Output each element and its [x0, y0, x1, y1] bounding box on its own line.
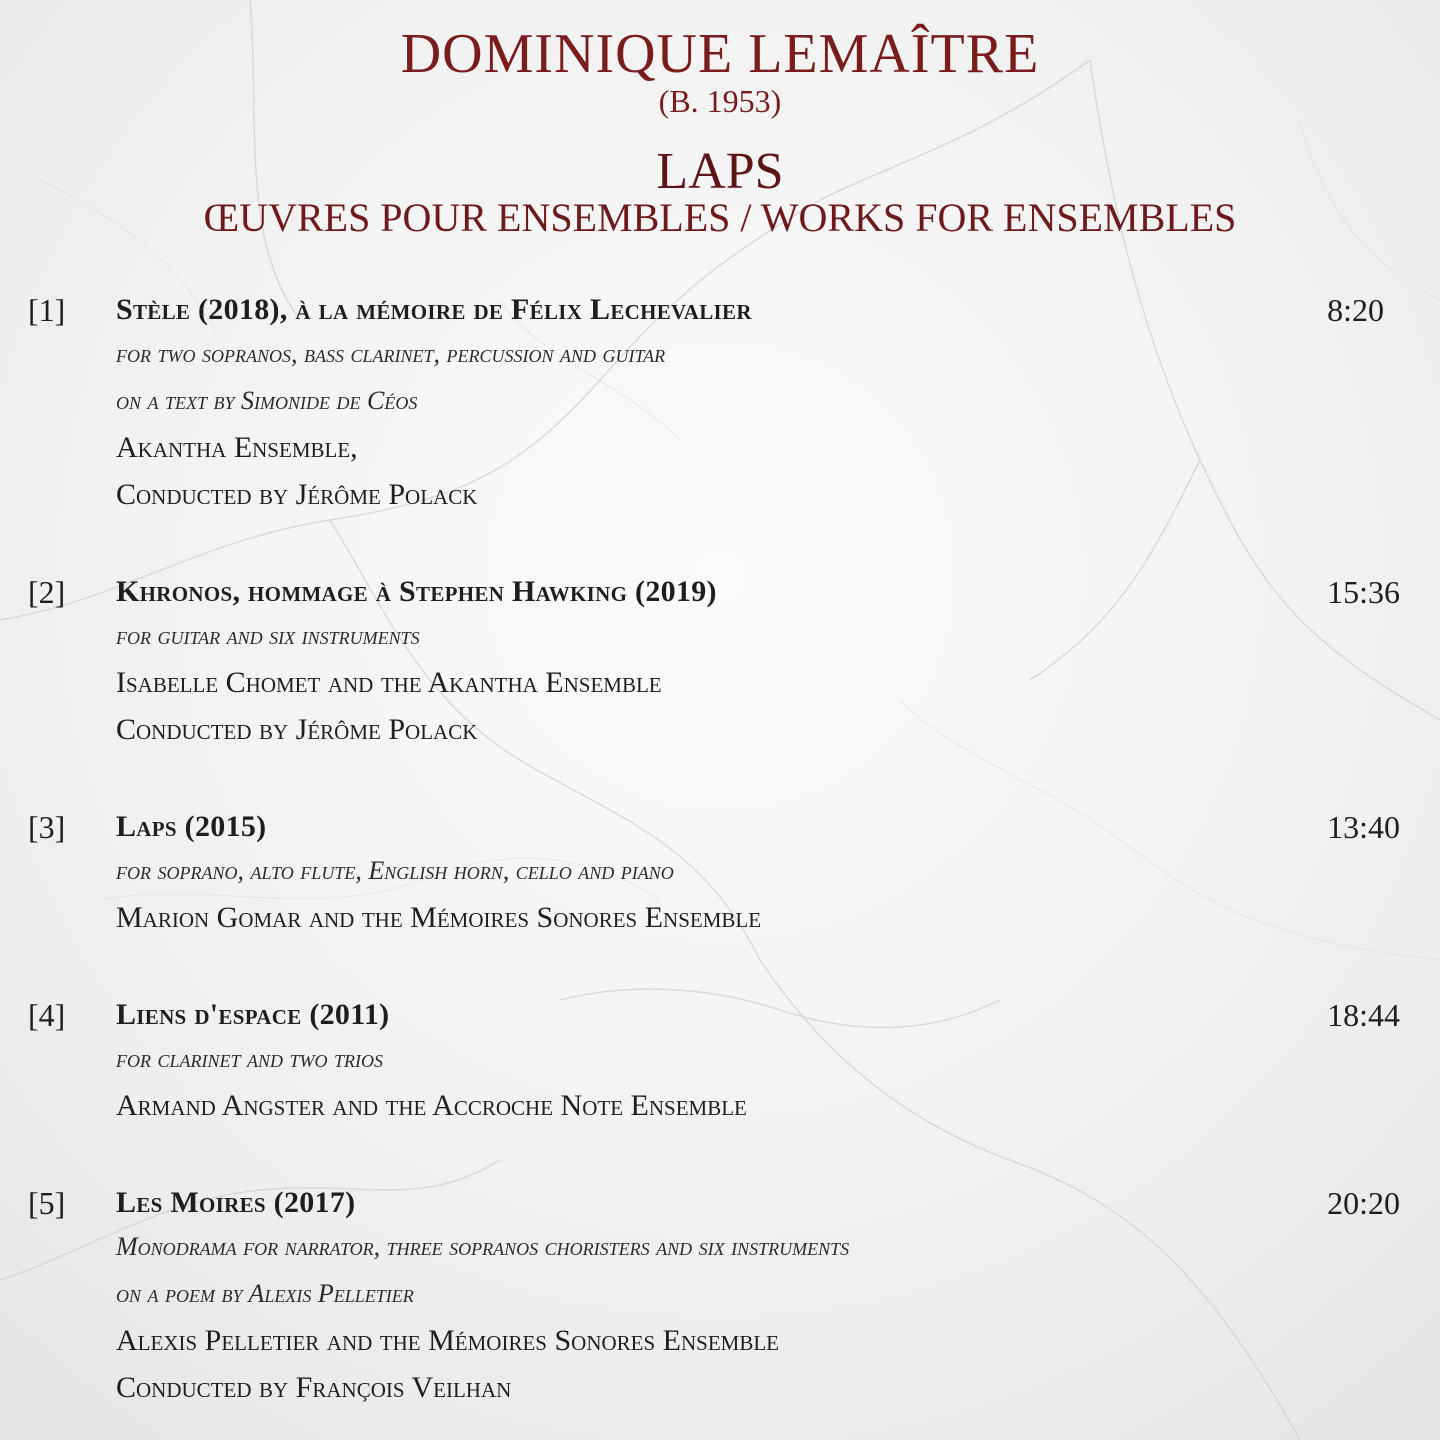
track-details: [116, 995, 1296, 1129]
track-title: Laps (2015): [116, 810, 267, 843]
performer-line: Alexis Pelletier and the Mémoires Sonores Ensemble: [116, 1324, 779, 1357]
instrumentation-line: for guitar and six instruments: [116, 621, 420, 650]
conductor-line: Conducted by Jérôme Polack: [116, 713, 478, 746]
composer-dates: (B. 1953): [658, 83, 782, 119]
track-number: [4]: [28, 997, 66, 1033]
performer-line: Akantha Ensemble,: [116, 431, 358, 464]
album-title: LAPS: [656, 143, 784, 200]
track-details: [116, 572, 1296, 753]
track-details: [116, 290, 1296, 518]
performer-line: Armand Angster and the Accroche Note Ensemble: [116, 1089, 747, 1122]
track-duration: 13:40: [1327, 809, 1400, 845]
track-duration: 18:44: [1327, 997, 1400, 1033]
instrumentation-line: for two sopranos, bass clarinet, percussion and guitar: [116, 339, 666, 368]
track-duration: 20:20: [1327, 1185, 1400, 1221]
album-subtitle: ŒUVRES POUR ENSEMBLES / WORKS FOR ENSEMBLES: [203, 195, 1237, 240]
text-source-line: on a text by Simonide de Céos: [116, 386, 418, 415]
instrumentation-line: for soprano, alto flute, English horn, cello and piano: [116, 856, 674, 885]
track-number: [5]: [28, 1185, 66, 1221]
track-details: [116, 1183, 1296, 1411]
conductor-line: Conducted by François Veilhan: [116, 1371, 512, 1404]
instrumentation-line: Monodrama for narrator, three sopranos choristers and six instruments: [116, 1232, 850, 1261]
performer-line: Marion Gomar and the Mémoires Sonores Ensemble: [116, 901, 762, 934]
track-duration: 15:36: [1327, 574, 1400, 610]
instrumentation-line: for clarinet and two trios: [116, 1044, 384, 1073]
track-title: Les Moires (2017): [116, 1186, 356, 1219]
track-title: Liens d'espace (2011): [116, 998, 390, 1031]
track-number: [1]: [28, 292, 66, 328]
performer-line: Isabelle Chomet and the Akantha Ensemble: [116, 666, 662, 699]
track-title: Khronos, hommage à Stephen Hawking (2019): [116, 575, 717, 608]
track-number: [3]: [28, 809, 66, 845]
composer-name: DOMINIQUE LEMAÎTRE: [400, 23, 1040, 85]
track-duration: 8:20: [1327, 292, 1384, 328]
track-title: Stèle (2018), à la mémoire de Félix Lechevalier: [116, 293, 752, 326]
track-number: [2]: [28, 574, 66, 610]
text-source-line: on a poem by Alexis Pelletier: [116, 1279, 414, 1308]
track-details: [116, 807, 1296, 941]
conductor-line: Conducted by Jérôme Polack: [116, 478, 478, 511]
